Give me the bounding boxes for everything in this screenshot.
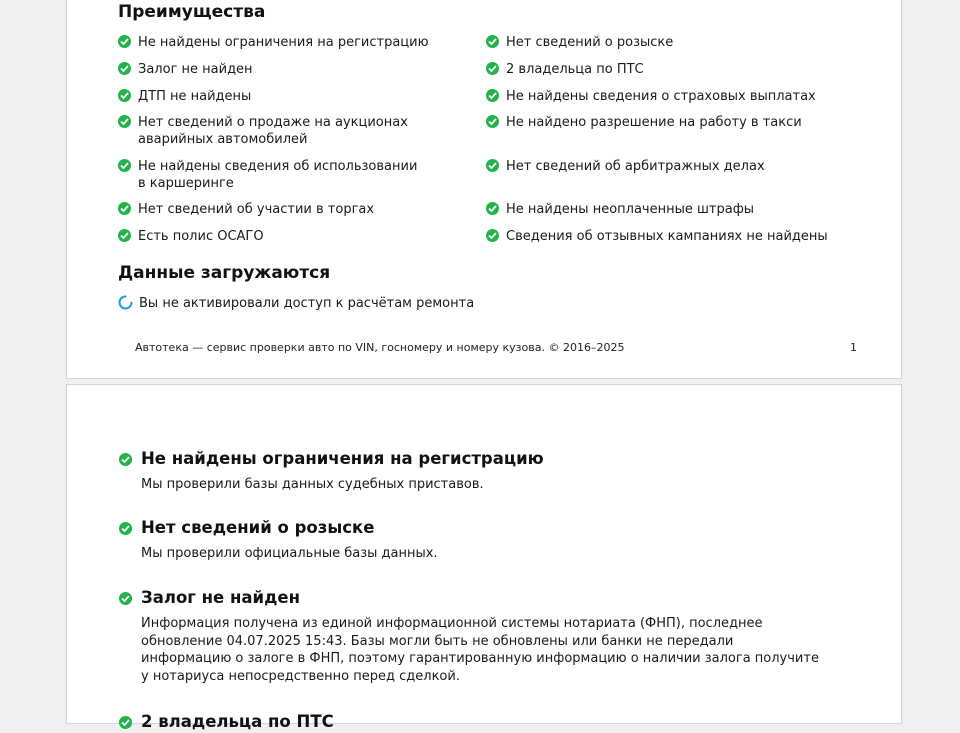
loading-text: Вы не активировали доступ к расчётам ремонта [139, 296, 475, 311]
detail-text: Мы проверили официальные базы данных. [141, 546, 438, 561]
check-icon [486, 62, 499, 75]
check-icon [486, 89, 499, 102]
advantages-heading: Преимущества [118, 2, 266, 22]
advantage-label: 2 владельца по ПТС [506, 62, 644, 77]
check-icon [119, 453, 132, 466]
advantage-label: Сведения об отзывных кампаниях не найдены [506, 229, 828, 244]
check-icon [486, 159, 499, 172]
check-icon [119, 522, 132, 535]
report-page-2 [66, 384, 902, 731]
check-icon [486, 229, 499, 242]
check-icon [118, 89, 131, 102]
page-number: 1 [850, 341, 857, 354]
advantage-label: Нет сведений о розыске [506, 35, 674, 50]
check-icon [118, 229, 131, 242]
advantage-label: Залог не найден [138, 62, 253, 77]
advantage-label: Есть полис ОСАГО [138, 229, 264, 244]
detail-title: Нет сведений о розыске [141, 518, 375, 537]
advantage-label: Не найдены неоплаченные штрафы [506, 202, 755, 217]
advantage-label: ДТП не найдены [138, 89, 252, 104]
report-page-1 [66, 0, 902, 379]
advantage-label: Нет сведений о продаже на аукционах аварийных автомобилей [138, 115, 408, 147]
loading-heading: Данные загружаются [118, 263, 331, 283]
advantage-label: Не найдены сведения об использовании в каршеринге [138, 159, 418, 191]
check-icon [486, 35, 499, 48]
check-icon [118, 35, 131, 48]
advantage-label: Не найдены сведения о страховых выплатах [506, 89, 816, 104]
check-icon [486, 202, 499, 215]
advantage-label: Нет сведений об арбитражных делах [506, 159, 765, 174]
detail-text: Мы проверили базы данных судебных приставов. [141, 477, 484, 492]
loading-spinner-icon [118, 295, 133, 310]
detail-title: Залог не найден [141, 588, 300, 607]
advantage-label: Не найдены ограничения на регистрацию [138, 35, 429, 50]
detail-text: Информация получена из единой информационной системы нотариата (ФНП), последнее обновление 04.07.2025 15:43. Базы могли быть не обновлены или банки не передали информацию о залоге в ФНП, поэтому гарантированную информацию о наличии залога получите у нотариуса непосредственно перед сделкой. [141, 616, 819, 684]
footer-text: Автотека — сервис проверки авто по VIN, госномеру и номеру кузова. © 2016–2025 [135, 341, 625, 354]
check-icon [118, 115, 131, 128]
check-icon [119, 716, 132, 729]
check-icon [486, 115, 499, 128]
check-icon [118, 62, 131, 75]
check-icon [118, 159, 131, 172]
detail-title: Не найдены ограничения на регистрацию [141, 449, 544, 468]
advantage-label: Нет сведений об участии в торгах [138, 202, 375, 217]
check-icon [118, 202, 131, 215]
check-icon [119, 592, 132, 605]
advantage-label: Не найдено разрешение на работу в такси [506, 115, 802, 130]
detail-title: 2 владельца по ПТС [141, 712, 334, 731]
